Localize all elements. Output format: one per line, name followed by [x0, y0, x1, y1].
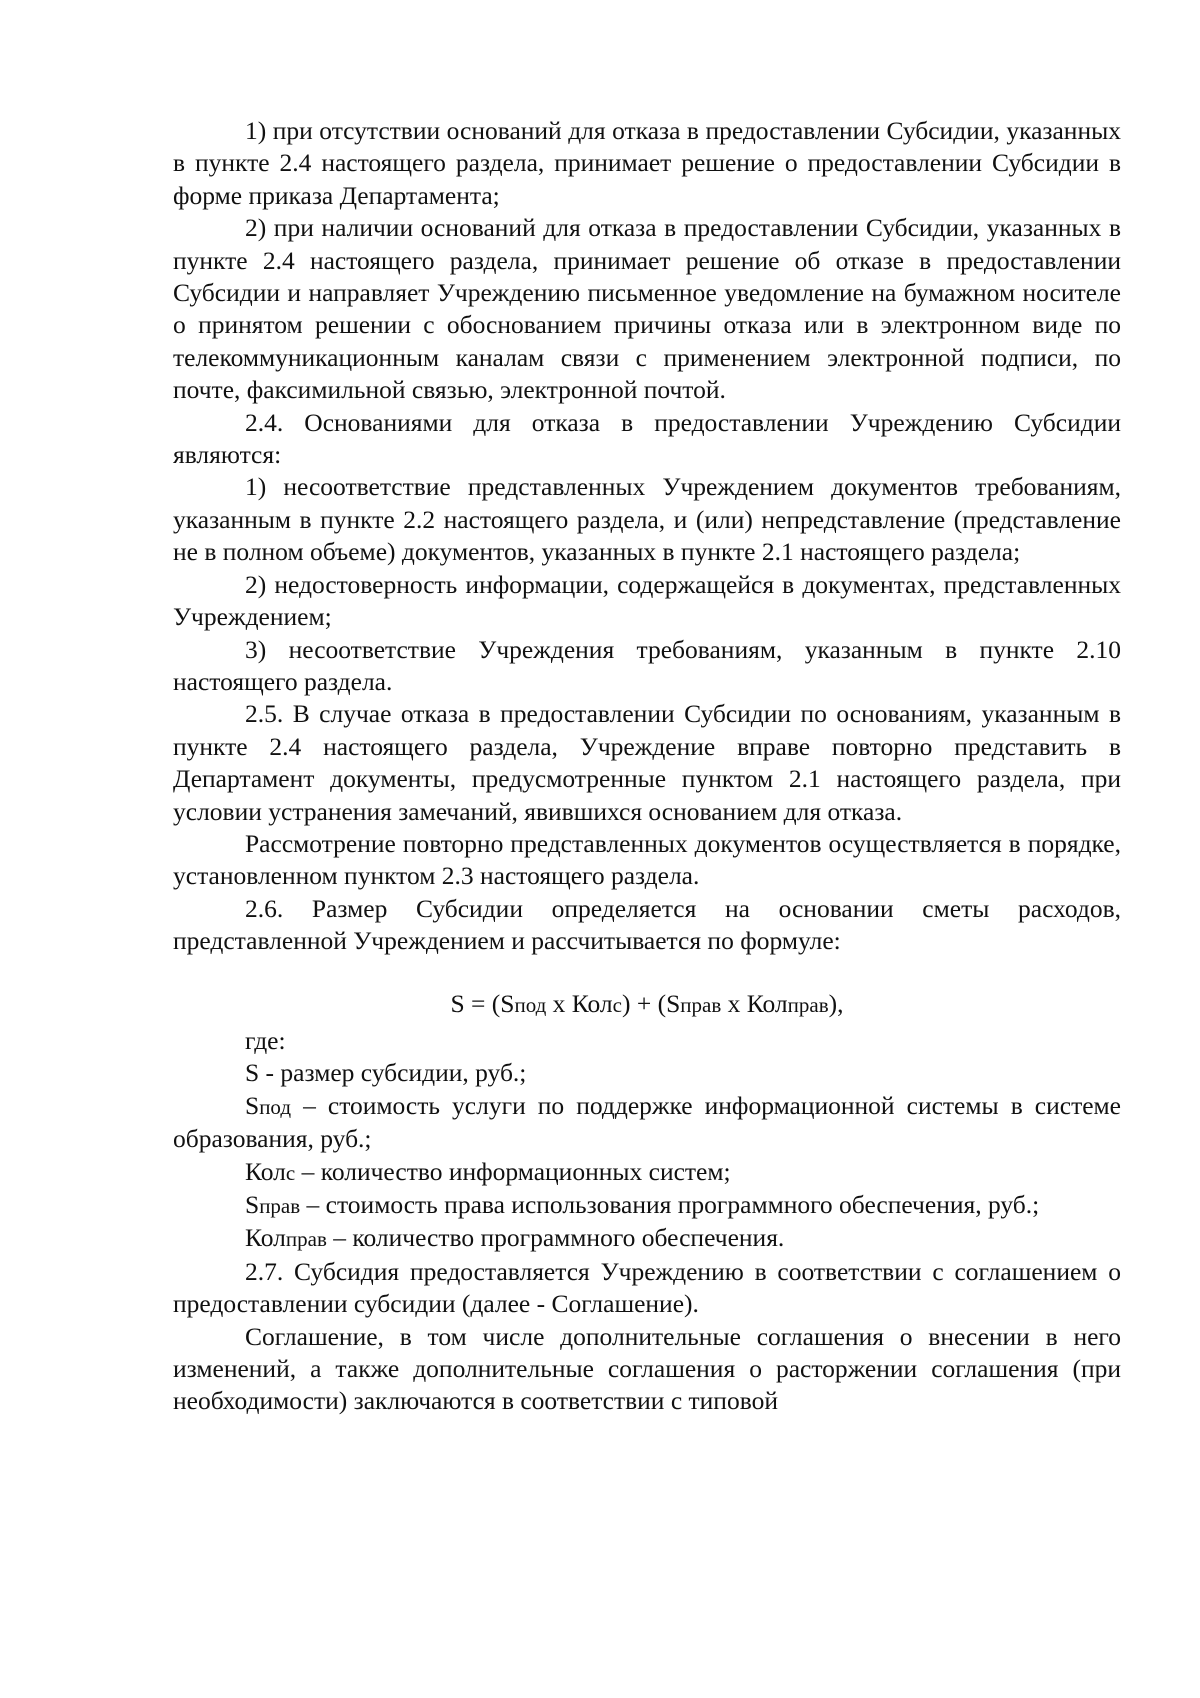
paragraph-resubmission: Рассмотрение повторно представленных документов осуществляется в порядке, установленном пунктом 2.3 настоящего раздела. [173, 828, 1121, 891]
paragraph-agreement: Соглашение, в том числе дополнительные соглашения о внесении в него изменений, а также дополнительные соглашения о расторжении соглашения (при необходимости) заключаются в соответствии с типовой [173, 1321, 1121, 1416]
legend-kolprav: Колправ – количество программного обеспечения. [245, 1223, 785, 1253]
paragraph-2-7: 2.7. Субсидия предоставляется Учреждению в соответствии с соглашением о предоставлении субсидии (далее - Соглашение). [173, 1256, 1121, 1319]
subsidy-formula: S = (Sпод х Колс) + (Sправ х Колправ), [450, 988, 844, 1018]
legend-sprav: Sправ – стоимость права использования программного обеспечения, руб.; [245, 1190, 1040, 1219]
paragraph-decision-refusal: 2) при наличии оснований для отказа в предоставлении Субсидии, указанных в пункте 2.4 настоящего раздела, принимает решение об отказе в предоставлении Субсидии и направляет Учреждению письменное уведомление на бумажном носителе о принятом решении с обоснованием причины отказа или в электронном виде по телекоммуникационным каналам связи с применением электронной подписи, по почте, факсимильной связью, электронной почтой. [173, 213, 1121, 405]
legend-s: S - размер субсидии, руб.; [245, 1058, 527, 1088]
paragraph-2-4-heading: 2.4. Основаниями для отказа в предоставлении Учреждению Субсидии являются: [173, 407, 1121, 470]
formula-where: где: [245, 1025, 286, 1055]
document-body [173, 115, 1121, 1418]
paragraph-2-5: 2.5. В случае отказа в предоставлении Субсидии по основаниям, указанным в пункте 2.4 настоящего раздела, Учреждение вправе повторно представить в Департамент документы, предусмотренные пунктом 2.1 настоящего раздела, при условии устранения замечаний, явившихся основанием для отказа. [173, 699, 1121, 826]
paragraph-refusal-ground-1: 1) несоответствие представленных Учреждением документов требованиям, указанным в пункте 2.2 настоящего раздела, и (или) непредставление (представление не в полном объеме) документов, указанных в пункте 2.1 настоящего раздела; [173, 472, 1121, 567]
paragraph-refusal-ground-3: 3) несоответствие Учреждения требованиям, указанным в пункте 2.10 настоящего раздела. [173, 634, 1121, 696]
legend-spod: Sпод – стоимость услуги по поддержке информационной системы в системе образования, руб.; [173, 1090, 1121, 1154]
legend-kolc: Колс – количество информационных систем; [245, 1156, 731, 1186]
paragraph-decision-grant: 1) при отсутствии оснований для отказа в предоставлении Субсидии, указанных в пункте 2.4 настоящего раздела, принимает решение о предоставлении Субсидии в форме приказа Департамента; [173, 116, 1121, 210]
paragraph-2-6: 2.6. Размер Субсидии определяется на основании сметы расходов, представленной Учреждением и рассчитывается по формуле: [173, 893, 1121, 956]
paragraph-refusal-ground-2: 2) недостоверность информации, содержащейся в документах, представленных Учреждением; [173, 569, 1121, 632]
